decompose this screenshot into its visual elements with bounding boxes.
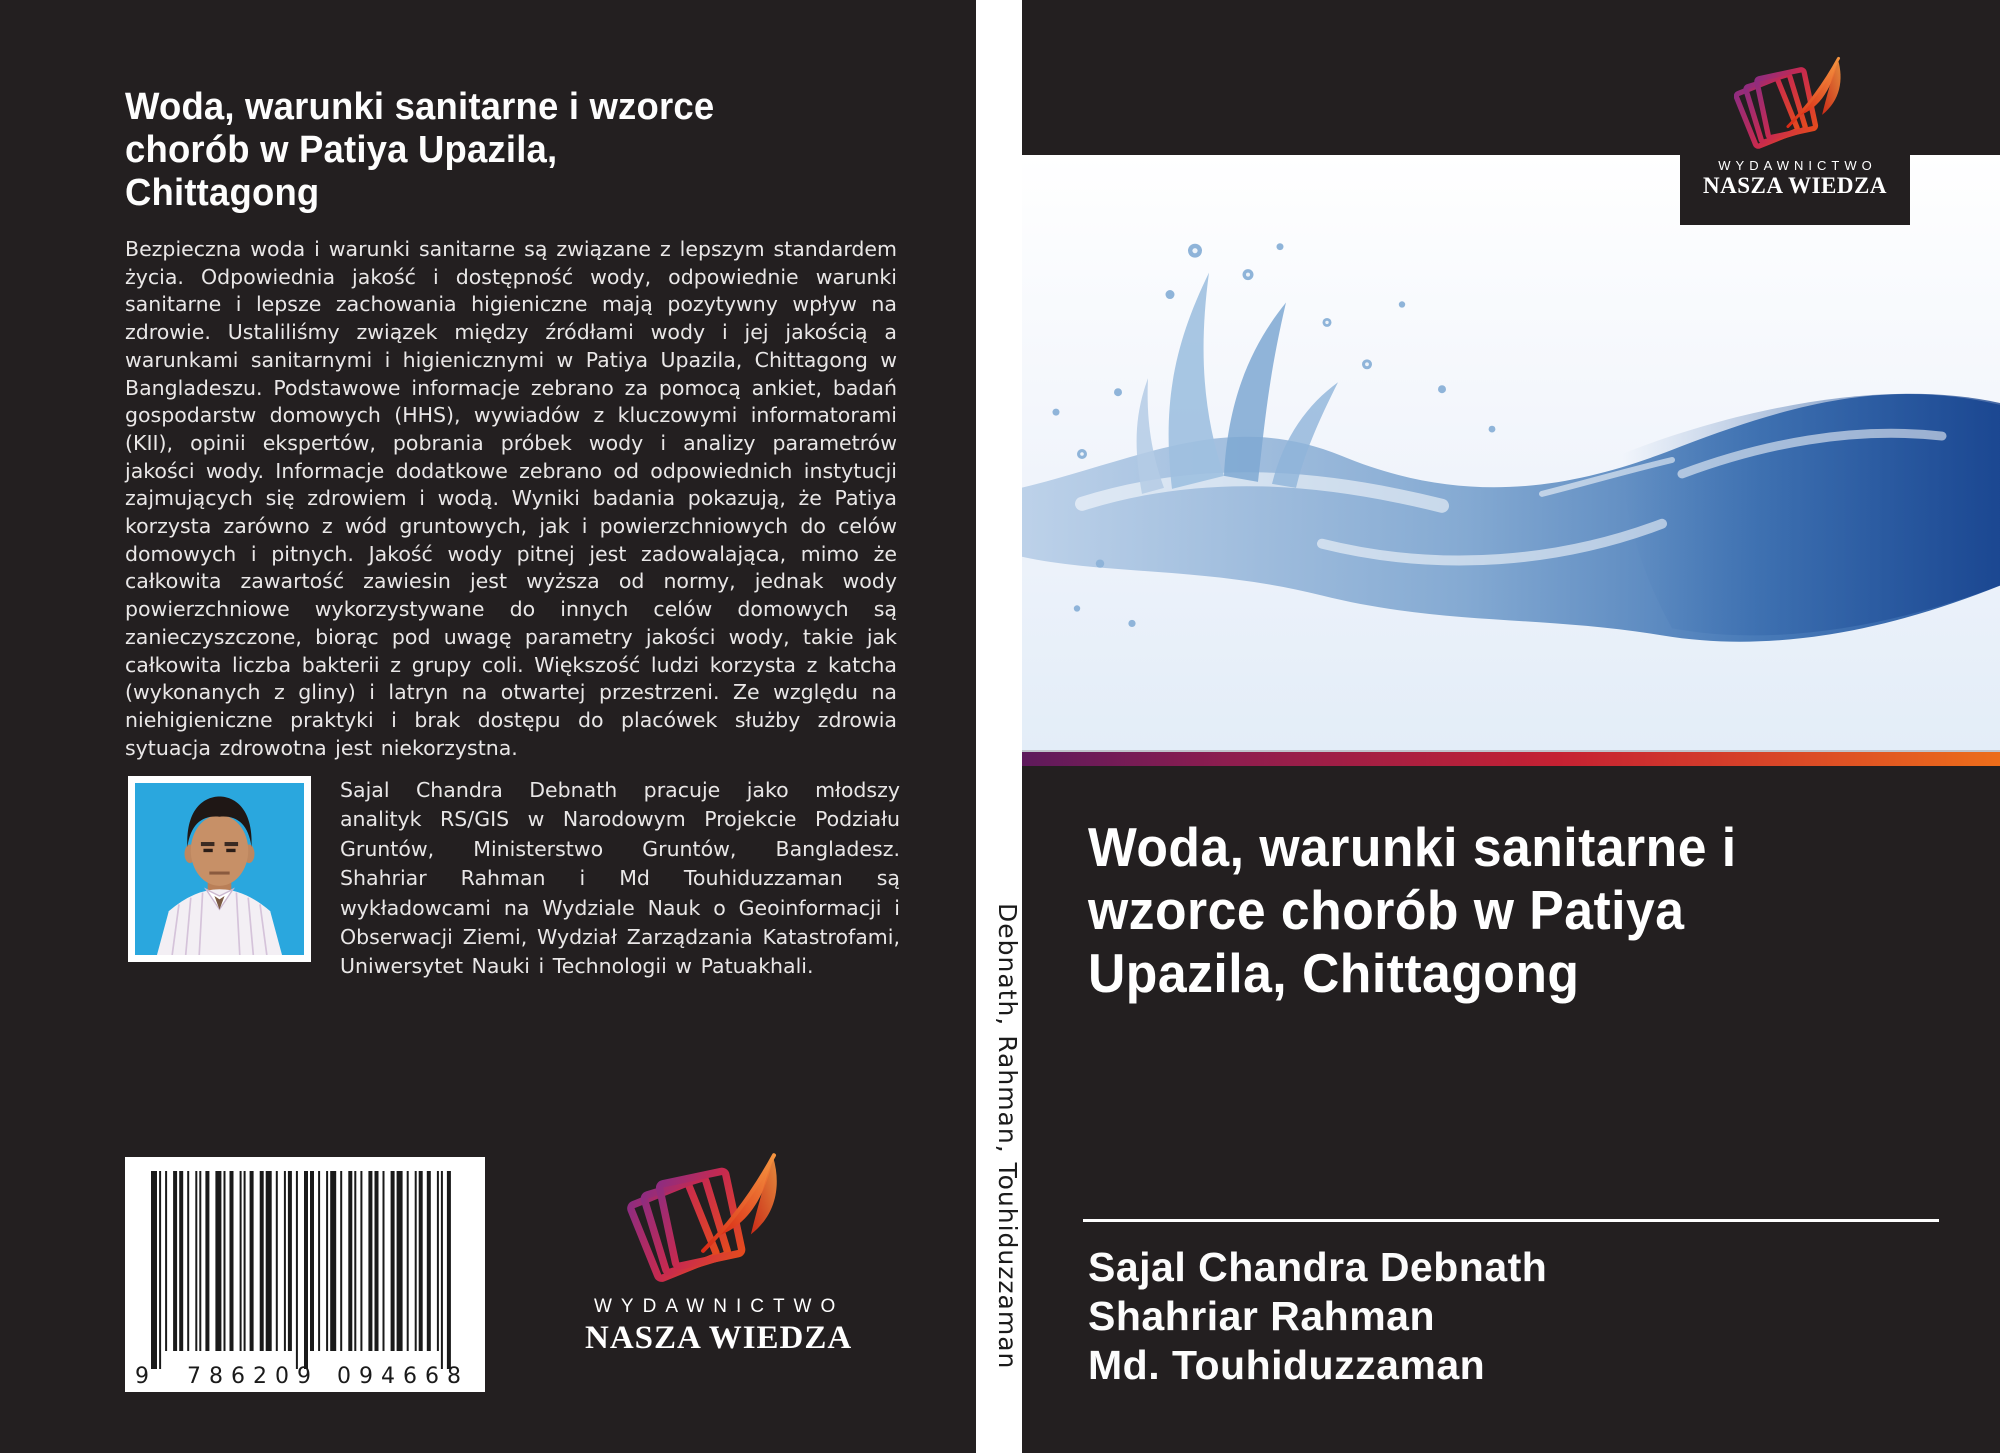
publisher-logo-icon xyxy=(1734,56,1856,156)
publisher-name: NASZA WIEDZA xyxy=(1703,173,1887,198)
author-name: Sajal Chandra Debnath xyxy=(1088,1244,1548,1290)
front-title xyxy=(1088,816,1953,1005)
author-portrait-image xyxy=(135,783,304,955)
back-title xyxy=(125,86,912,215)
spine xyxy=(976,0,1022,1453)
synopsis-text: Bezpieczna woda i warunki sanitarne są związane z lepszym standardem życia. Odpowiednia jakość i dostępność wody, odpowiednie warunki sanitarne i lepsze zachowania higieniczne mają pozytywny wpływ na zdrowie. Ustaliliśmy związek między źródłami wody i jej jakością a warunkami sanitarnymi i higienicznymi w Patiya Upazila, Chittagong w Bangladeszu. Podstawowe informacje zebrano za pomocą ankiet, badań gospodarstw domowych (HHS), wywiadów z kluczowymi informatorami (KII), opinii ekspertów, pobrania próbek wody i analizy parametrów jakości wody. Informacje dodatkowe zebrano od odpowiednich instytucji zajmujących się zdrowiem i wodą. Wyniki badania pokazują, że Patiya korzysta zarówno z wód gruntowych, jak i powierzchniowych do celów domowych i pitnych. Jakość wody pitnej jest zadowalająca, mimo że całkowita zawartość zawiesin jest wyższa od normy, jednak wody powierzchniowe wykorzystywane do innych celów domowych są zanieczyszczone, biorąc pod uwagę parametry jakości wody, takie jak całkowita liczba bakterii z grupy coli. Większość ludzi korzysta z katcha (wykonanych z gliny) i latryn na otwartej przestrzeni. Ze względu na niehigieniczne praktyki i brak dostępu do placówek służby zdrowia sytuacja zdrowotna jest niekorzystna. xyxy=(125,237,897,760)
barcode xyxy=(125,1157,485,1392)
back-title-line: Woda, warunki sanitarne i wzorce xyxy=(125,86,715,128)
publisher-label: WYDAWNICTWO xyxy=(594,1296,845,1317)
back-title-line: chorób w Patiya Upazila, xyxy=(125,129,558,171)
author-bio-text: Sajal Chandra Debnath pracuje jako młodszy analityk RS/GIS w Narodowym Projekcie Podziału Gruntów, Ministerstwo Gruntów, Bangladesz. Shahriar Rahman i Md Touhiduzzaman są wykładowcami na Wydziale Nauk o Geoinformacji i Obserwacji Ziemi, Wydział Zarządzania Katastrofami, Uniwersytet Nauki i Technologii w Patuakhali. xyxy=(340,778,900,979)
back-cover xyxy=(0,0,976,1453)
author-name: Md. Touhiduzzaman xyxy=(1088,1342,1486,1388)
spine-authors: Debnath, Rahman, Touhiduzzaman xyxy=(993,903,1022,1370)
barcode-digits-right: 094668 xyxy=(337,1364,469,1389)
front-cover xyxy=(1022,0,2000,1453)
barcode-digits-left: 786209 xyxy=(187,1364,319,1389)
front-title-line: Woda, warunki sanitarne i xyxy=(1088,816,1737,878)
publisher-logo-front xyxy=(1680,50,1910,225)
author-divider-rule xyxy=(1083,1219,1939,1222)
publisher-label: WYDAWNICTWO xyxy=(1718,158,1877,173)
back-title-line: Chittagong xyxy=(125,172,320,214)
publisher-logo-icon xyxy=(627,1152,799,1292)
water-splash-image xyxy=(1022,155,2000,752)
accent-gradient-bar xyxy=(1022,752,2000,766)
publisher-name: NASZA WIEDZA xyxy=(585,1320,853,1356)
barcode-digit-prefix: 9 xyxy=(135,1364,149,1389)
front-title-line: wzorce chorób w Patiya xyxy=(1088,879,1685,941)
publisher-logo-back xyxy=(585,1152,853,1357)
author-name: Shahriar Rahman xyxy=(1088,1293,1435,1339)
barcode-image xyxy=(125,1157,485,1392)
author-portrait xyxy=(128,776,311,962)
front-authors xyxy=(1088,1243,1547,1390)
front-title-line: Upazila, Chittagong xyxy=(1088,942,1580,1004)
